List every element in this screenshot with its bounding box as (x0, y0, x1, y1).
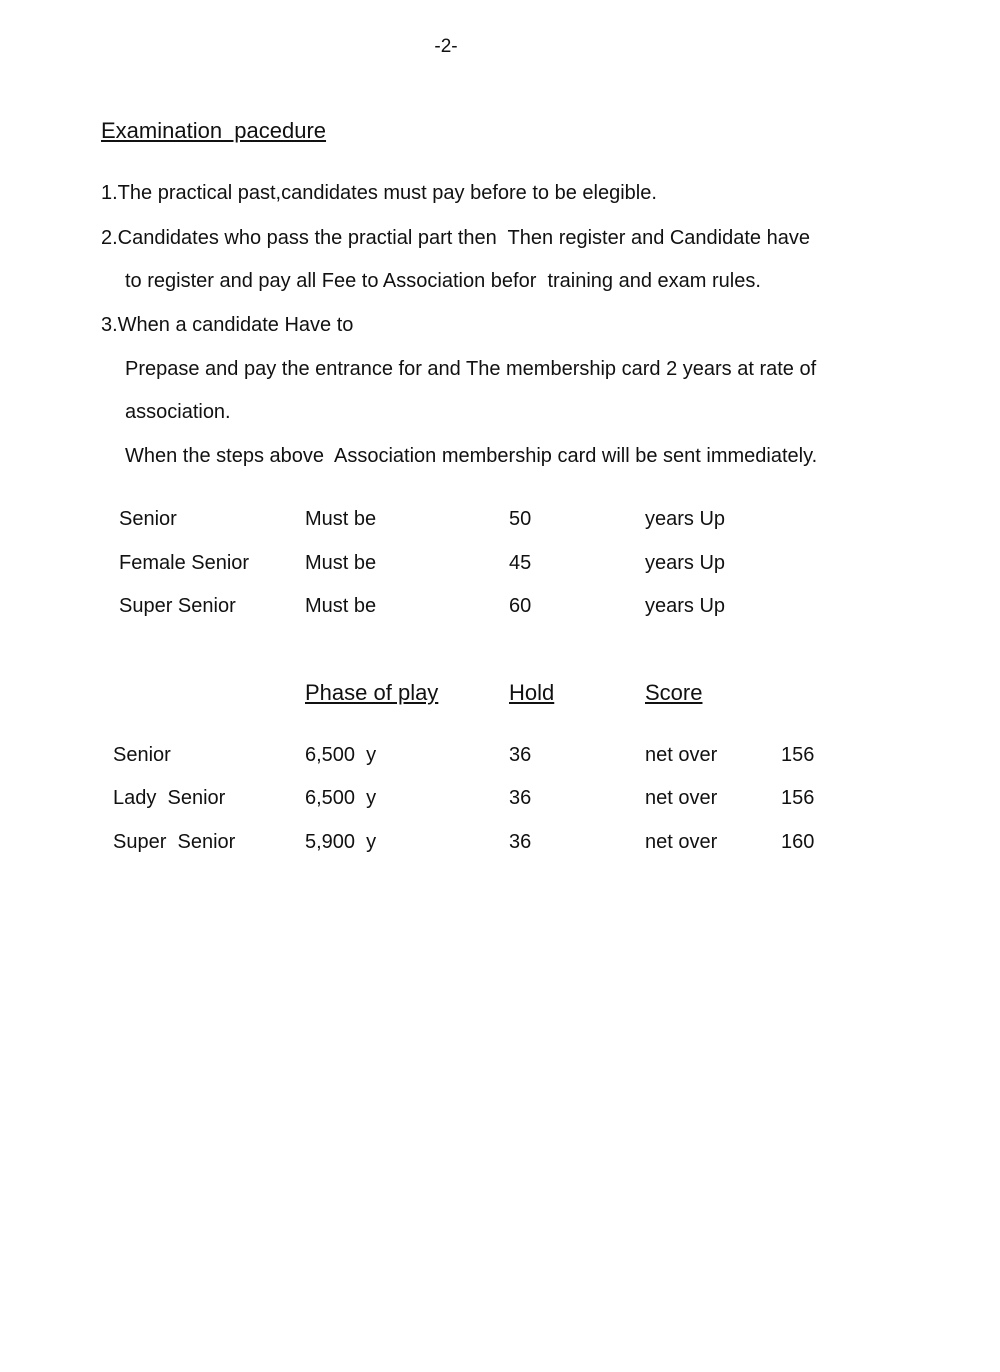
play-phase: 5,900 y (305, 831, 377, 853)
play-category: Senior (113, 744, 171, 766)
age-category: Senior (119, 508, 177, 530)
play-net: net over (645, 744, 718, 766)
procedure-line-3: 3.When a candidate Have to (101, 314, 354, 336)
procedure-line-3-cont2: association. (125, 401, 231, 423)
age-must: Must be (305, 595, 377, 617)
age-must: Must be (305, 508, 377, 530)
age-category: Female Senior (119, 552, 250, 574)
header-phase: Phase of play (305, 680, 439, 705)
procedure-line-3-cont: Prepase and pay the entrance for and The membership card 2 years at rate of (125, 358, 817, 380)
procedure-line-1: 1.The practical past,candidates must pay before to be elegible. (101, 182, 657, 204)
play-score: 160 (781, 831, 815, 853)
age-unit: years Up (645, 552, 726, 574)
play-phase: 6,500 y (305, 744, 377, 766)
header-score: Score (645, 680, 703, 705)
section-heading: Examination pacedure (101, 118, 327, 143)
play-category: Super Senior (113, 831, 236, 853)
page-number: -2- (434, 36, 458, 57)
age-value: 50 (509, 508, 532, 530)
header-hold: Hold (509, 680, 555, 705)
procedure-line-2-cont: to register and pay all Fee to Association befor training and exam rules. (125, 270, 761, 292)
age-must: Must be (305, 552, 377, 574)
play-net: net over (645, 831, 718, 853)
play-hold: 36 (509, 787, 532, 809)
age-unit: years Up (645, 595, 726, 617)
age-value: 60 (509, 595, 532, 617)
play-score: 156 (781, 787, 815, 809)
play-hold: 36 (509, 744, 532, 766)
play-score: 156 (781, 744, 815, 766)
play-phase: 6,500 y (305, 787, 377, 809)
age-category: Super Senior (119, 595, 236, 617)
age-unit: years Up (645, 508, 726, 530)
procedure-line-2: 2.Candidates who pass the practial part then Then register and Candidate have (101, 227, 810, 249)
age-value: 45 (509, 552, 532, 574)
play-category: Lady Senior (113, 787, 226, 809)
play-net: net over (645, 787, 718, 809)
play-hold: 36 (509, 831, 532, 853)
procedure-line-4: When the steps above Association membership card will be sent immediately. (125, 445, 818, 467)
